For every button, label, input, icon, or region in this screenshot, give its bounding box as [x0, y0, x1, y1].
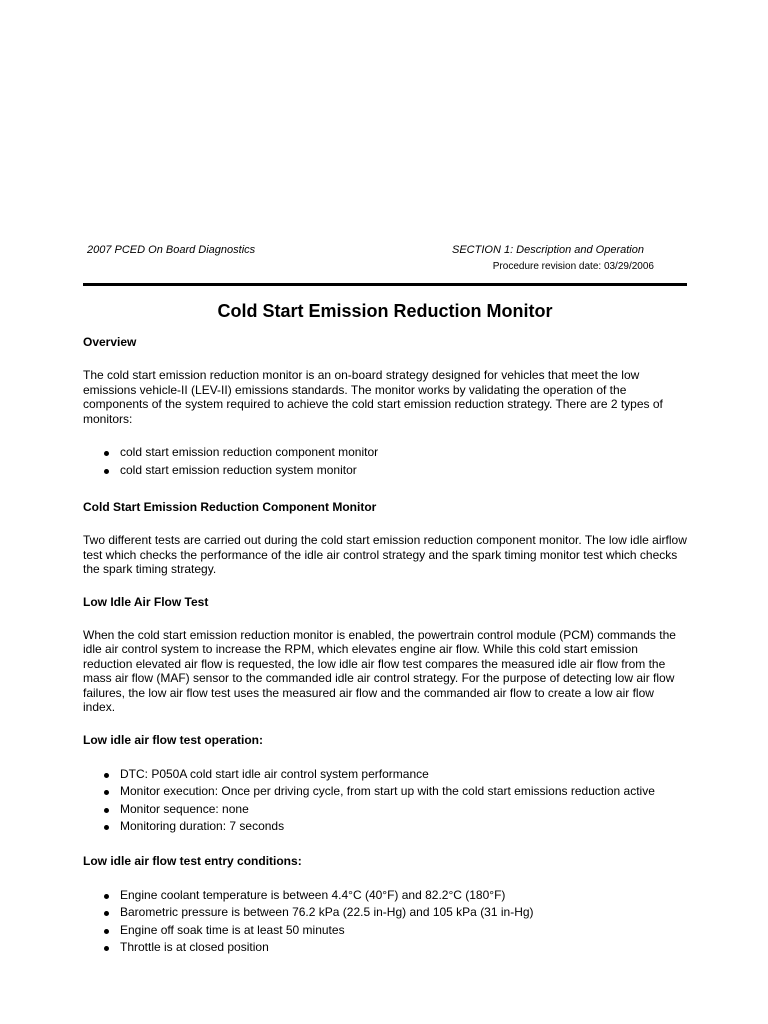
bullet-icon: [104, 929, 109, 934]
list-item: Engine coolant temperature is between 4.4°C (40°F) and 82.2°C (180°F): [83, 887, 687, 905]
header-rule: [83, 283, 687, 286]
operation-heading: Low idle air flow test operation:: [83, 732, 264, 747]
bullet-icon: [104, 825, 109, 830]
bullet-icon: [104, 911, 109, 916]
bullet-icon: [104, 451, 109, 456]
page-header: [83, 244, 687, 274]
list-item: Engine off soak time is at least 50 minutes: [83, 922, 687, 940]
bullet-icon: [104, 894, 109, 899]
overview-paragraph: The cold start emission reduction monitor is an on-board strategy designed for vehicles that meet the low emissions vehicle-II (LEV-II) emissions standards. The monitor works by validating the operation of the components of the system required to achieve the cold start emission reduction strategy. There are 2 types of monitors:: [83, 368, 663, 426]
monitor-types-list: [83, 444, 687, 479]
list-item: Monitor execution: Once per driving cycle, from start up with the cold start emissions reduction active: [83, 783, 687, 801]
bullet-icon: [104, 790, 109, 795]
list-item: Throttle is at closed position: [83, 939, 687, 957]
header-section: SECTION 1: Description and Operation: [452, 244, 644, 256]
overview-heading: Overview: [83, 335, 137, 349]
page-title: Cold Start Emission Reduction Monitor: [217, 301, 553, 321]
air-flow-test-paragraph: When the cold start emission reduction monitor is enabled, the powertrain control module (PCM) commands the idle air control system to increase the RPM, which elevates engine air flow. While this cold start emission reduction elevated air flow is requested, the low idle air flow test compares the measured idle air flow from the mass air flow (MAF) sensor to the commanded idle air control strategy. For the purpose of detecting low air flow failures, the low air flow test uses the measured air flow and the commanded air flow to create a low air flow index.: [83, 627, 676, 714]
bullet-icon: [104, 773, 109, 778]
document-body: [83, 298, 687, 957]
list-item: Monitor sequence: none: [83, 801, 687, 819]
bullet-icon: [104, 946, 109, 951]
list-item: Barometric pressure is between 76.2 kPa (22.5 in-Hg) and 105 kPa (31 in-Hg): [83, 904, 687, 922]
component-monitor-paragraph: Two different tests are carried out during the cold start emission reduction component monitor. The low idle airflow test which checks the performance of the idle air control strategy and the spark timing monitor test which checks the spark timing strategy.: [83, 533, 687, 576]
list-item: Monitoring duration: 7 seconds: [83, 818, 687, 836]
list-item: cold start emission reduction component monitor: [83, 444, 687, 462]
bullet-icon: [104, 469, 109, 474]
header-doc-title: 2007 PCED On Board Diagnostics: [87, 244, 256, 256]
list-item: cold start emission reduction system monitor: [83, 462, 687, 480]
entry-conditions-list: [83, 887, 687, 957]
entry-conditions-heading: Low idle air flow test entry conditions:: [83, 853, 302, 868]
air-flow-test-heading: Low Idle Air Flow Test: [83, 594, 209, 609]
component-monitor-heading: Cold Start Emission Reduction Component Monitor: [83, 500, 377, 514]
list-item: DTC: P050A cold start idle air control system performance: [83, 766, 687, 784]
header-revision-date: Procedure revision date: 03/29/2006: [492, 261, 654, 272]
bullet-icon: [104, 808, 109, 813]
operation-list: [83, 766, 687, 836]
